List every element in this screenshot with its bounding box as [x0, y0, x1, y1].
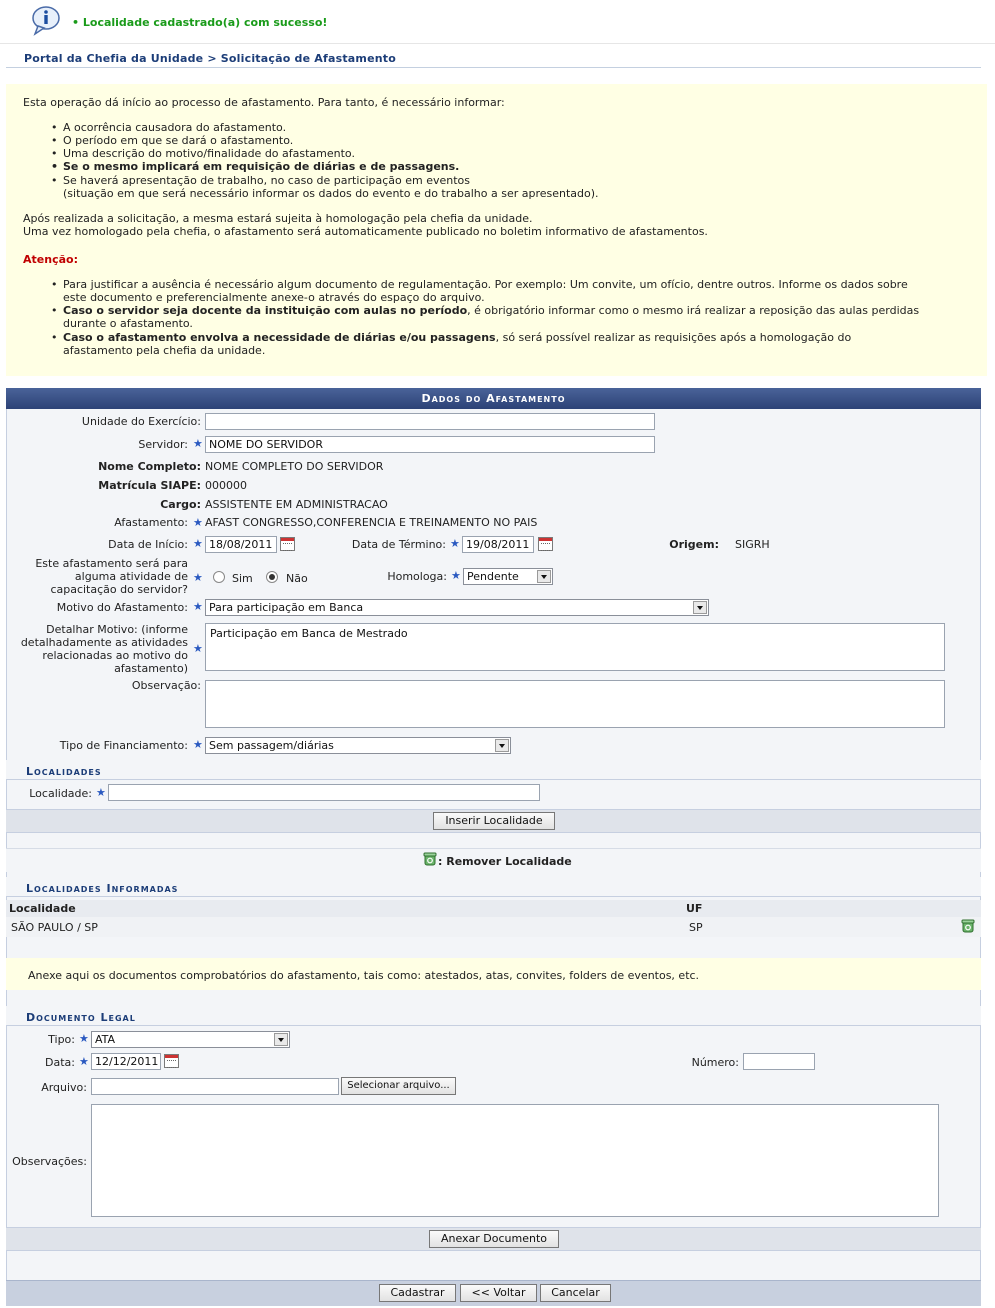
voltar-button[interactable]: << Voltar: [460, 1284, 537, 1302]
attention-title: Atenção:: [23, 253, 78, 266]
origem-label: Origem:: [669, 538, 719, 551]
afastamento-value: AFAST CONGRESSO,CONFERENCIA E TREINAMENTO NO PAIS: [205, 516, 538, 529]
required-icon: ★: [193, 642, 203, 655]
capacitacao-label: capacitação do servidor?: [50, 583, 188, 596]
form-header: Dados do Afastamento: [6, 388, 981, 409]
required-icon: ★: [193, 437, 203, 450]
detalhar-label: Detalhar Motivo: (informe: [46, 623, 188, 636]
success-message: • Localidade cadastrado(a) com sucesso!: [72, 16, 328, 29]
required-icon: ★: [96, 786, 106, 799]
cancelar-button[interactable]: Cancelar: [540, 1284, 611, 1302]
required-icon: ★: [79, 1032, 89, 1045]
required-icon: ★: [451, 569, 461, 582]
trash-icon[interactable]: [961, 919, 975, 933]
uf-cell: SP: [689, 921, 703, 934]
attention-item: • Para justificar a ausência é necessário algum documento de regulamentação. Por exemplo: Um convite, um ofício, dentre outros. Informe os dados sobre: [63, 278, 908, 291]
homologa-select[interactable]: Pendente: [463, 568, 553, 585]
page-title: Portal da Chefia da Unidade > Solicitação de Afastamento: [24, 52, 396, 65]
motivo-label: Motivo do Afastamento:: [56, 601, 188, 614]
data-termino-input[interactable]: 19/08/2011: [462, 536, 534, 553]
afastamento-label: Afastamento:: [114, 516, 188, 529]
page-title-bar: [6, 46, 981, 68]
instructions-box: [6, 84, 987, 376]
anexar-documento-button[interactable]: Anexar Documento: [429, 1230, 559, 1248]
detalhar-label: afastamento): [114, 662, 188, 675]
required-icon: ★: [193, 738, 203, 751]
localidade-input[interactable]: [108, 784, 540, 801]
required-icon: ★: [193, 600, 203, 613]
instruction-item: • Se haverá apresentação de trabalho, no caso de participação em eventos: [63, 174, 470, 187]
required-icon: ★: [193, 571, 203, 584]
data-inicio-input[interactable]: 18/08/2011: [205, 536, 277, 553]
tipo-label: Tipo:: [48, 1033, 75, 1046]
cargo-value: ASSISTENTE EM ADMINISTRACAO: [205, 498, 388, 511]
capacitacao-label: alguma atividade de: [74, 570, 188, 583]
numero-input[interactable]: [743, 1053, 815, 1070]
observacoes-label: Observações:: [12, 1155, 87, 1168]
calendar-icon[interactable]: [280, 537, 295, 551]
matricula-value: 000000: [205, 479, 247, 492]
servidor-input[interactable]: NOME DO SERVIDOR: [205, 436, 655, 453]
nao-label: Não: [286, 572, 308, 585]
data-input[interactable]: 12/12/2011: [91, 1053, 161, 1070]
instruction-item: • O período em que se dará o afastamento.: [63, 134, 293, 147]
detalhar-label: detalhadamente as atividades: [20, 636, 188, 649]
cargo-label: Cargo:: [160, 498, 201, 511]
observacoes-textarea[interactable]: [91, 1104, 939, 1217]
observacao-textarea[interactable]: [205, 680, 945, 728]
info-icon: [30, 4, 62, 36]
instruction-item: • Se o mesmo implicará em requisição de diárias e de passagens.: [63, 160, 459, 173]
localidade-label: Localidade:: [29, 787, 92, 800]
instructions-p1: Após realizada a solicitação, a mesma estará sujeita à homologação pela chefia da unidade.: [23, 212, 533, 225]
chevron-down-icon: [537, 570, 551, 583]
attention-item-cont: este documento e preferencialmente anexe-o através do espaço do arquivo.: [63, 291, 485, 304]
origem-value: SIGRH: [735, 538, 770, 551]
required-icon: ★: [193, 516, 203, 529]
instruction-item: • A ocorrência causadora do afastamento.: [63, 121, 286, 134]
localidade-cell: SÃO PAULO / SP: [11, 921, 98, 934]
instructions-p2: Uma vez homologado pela chefia, o afastamento será automaticamente publicado no boletim informativo de afastamentos.: [23, 225, 708, 238]
calendar-icon[interactable]: [538, 537, 553, 551]
arquivo-input[interactable]: [91, 1078, 339, 1095]
calendar-icon[interactable]: [164, 1054, 179, 1068]
remove-legend-text: : Remover Localidade: [438, 855, 572, 868]
unidade-label: Unidade do Exercício:: [81, 415, 201, 428]
selecionar-arquivo-button[interactable]: Selecionar arquivo...: [341, 1077, 456, 1095]
financiamento-select[interactable]: Sem passagem/diárias: [205, 737, 511, 754]
nome-completo-value: NOME COMPLETO DO SERVIDOR: [205, 460, 384, 473]
required-icon: ★: [79, 1055, 89, 1068]
arquivo-label: Arquivo:: [41, 1081, 87, 1094]
inserir-localidade-button[interactable]: Inserir Localidade: [433, 812, 555, 830]
data-inicio-label: Data de Início:: [108, 538, 188, 551]
chevron-down-icon: [693, 601, 707, 614]
attention-item-cont: afastamento pela chefia da unidade.: [63, 344, 266, 357]
table-header: [6, 900, 981, 917]
motivo-select[interactable]: Para participação em Banca: [205, 599, 709, 616]
anexo-info-text: Anexe aqui os documentos comprobatórios do afastamento, tais como: atestados, atas, convites, folders de eventos, etc.: [28, 969, 700, 982]
localidades-informadas-header: Localidades Informadas: [6, 877, 981, 897]
required-icon: ★: [193, 537, 203, 550]
data-termino-label: Data de Término:: [351, 538, 446, 551]
homologa-label: Homologa:: [387, 570, 447, 583]
attention-item-cont: durante o afastamento.: [63, 317, 193, 330]
chevron-down-icon: [495, 739, 509, 752]
capacitacao-nao-radio[interactable]: [266, 571, 278, 583]
capacitacao-label: Este afastamento será para: [35, 557, 188, 570]
detalhar-label: relacionadas ao motivo do: [42, 649, 188, 662]
chevron-down-icon: [274, 1033, 288, 1046]
attention-item: • Caso o afastamento envolva a necessidade de diárias e/ou passagens, só será possível realizar as requisições após a homologação do: [63, 331, 851, 344]
sim-label: Sim: [232, 572, 253, 585]
unidade-input[interactable]: [205, 413, 655, 430]
observacao-label: Observação:: [131, 679, 201, 692]
col-localidade: Localidade: [9, 902, 76, 915]
detalhar-textarea[interactable]: Participação em Banca de Mestrado: [205, 623, 945, 671]
instruction-item: • Uma descrição do motivo/finalidade do afastamento.: [63, 147, 355, 160]
servidor-label: Servidor:: [138, 438, 188, 451]
financiamento-label: Tipo de Financiamento:: [59, 739, 188, 752]
table-row: [6, 917, 981, 937]
col-uf: UF: [686, 902, 703, 915]
trash-icon: [423, 852, 437, 866]
nome-completo-label: Nome Completo:: [98, 460, 201, 473]
matricula-label: Matrícula SIAPE:: [98, 479, 201, 492]
attention-item: • Caso o servidor seja docente da instituição com aulas no período, é obrigatório informar como o mesmo irá realizar a reposição das aulas perdidas: [63, 304, 919, 317]
cadastrar-button[interactable]: Cadastrar: [379, 1284, 456, 1302]
capacitacao-sim-radio[interactable]: [213, 571, 225, 583]
numero-label: Número:: [691, 1056, 739, 1069]
tipo-select[interactable]: ATA: [91, 1031, 290, 1048]
instruction-item-cont: (situação em que será necessário informar os dados do evento e do trabalho a ser apresentado).: [63, 187, 599, 200]
anexo-info-box: [6, 958, 981, 990]
localidades-section-header: Localidades: [6, 760, 981, 780]
success-message-bar: [0, 0, 995, 44]
instructions-intro: Esta operação dá início ao processo de afastamento. Para tanto, é necessário informar:: [23, 96, 505, 109]
documento-legal-header: Documento Legal: [6, 1006, 981, 1026]
required-icon: ★: [450, 537, 460, 550]
data-label: Data:: [45, 1056, 75, 1069]
